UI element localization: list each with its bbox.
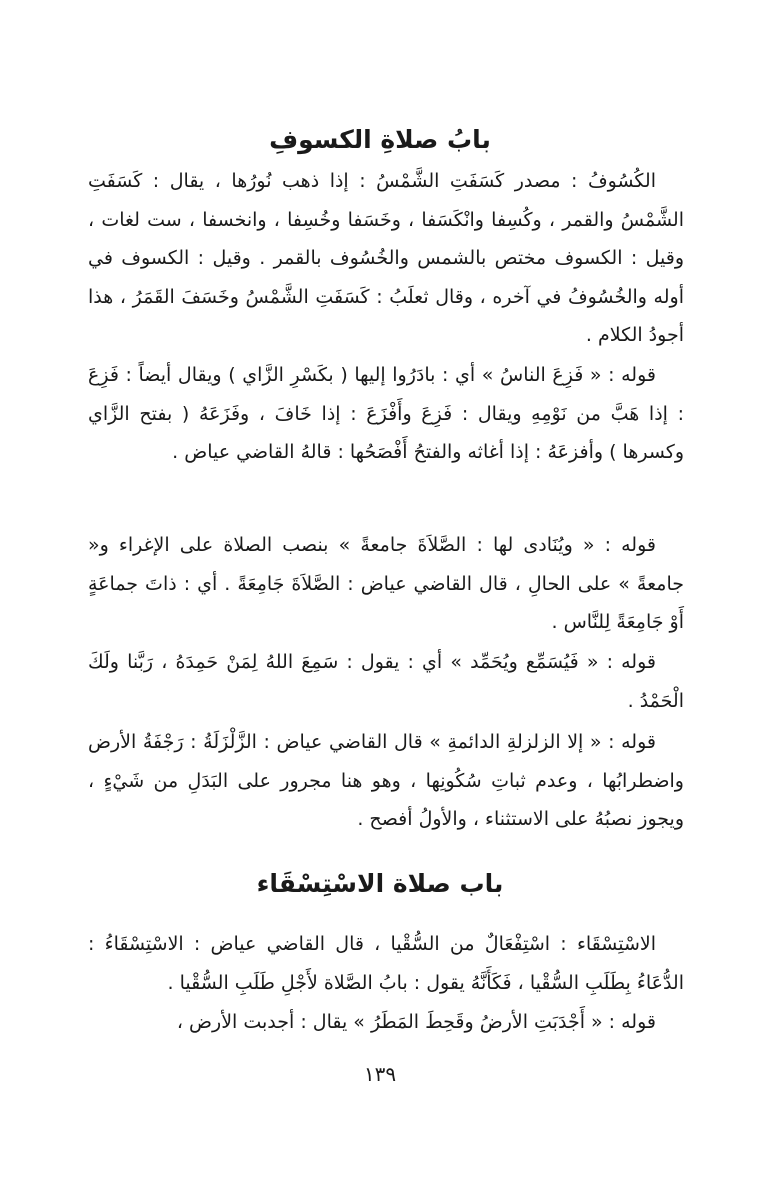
paragraph-eclipse-definition: الكُسُوفُ : مصدر كَسَفَتِ الشَّمْسُ : إذا ذهب نُورُها ، يقال : كَسَفَتِ الشَّمْسُ والقمر ، وكُسِفا وانْكَسَفا ، وخَسَفا وخُسِفا ، وانخسفا ، ست لغات ، وقيل : الكسوف مختص بالشمس والخُسُوف بالقمر . وقيل : الكسوف في أوله والخُسُوفُ في آخره ، وقال ثعلَبُ : كَسَفَتِ الشَّمْسُ وخَسَفَ القَمَرُ ، هذا أجودُ الكلام . <box>88 170 684 346</box>
paragraph-earthquake: قوله : « إلا الزلزلةِ الدائمةِ » قال القاضي عياض : الزَّلْزَلَةُ : رَجْفَةُ الأرض واضطرابُها ، وعدم ثباتِ سُكُونِها ، وهو هنا مجرور على البَدَلِ من شَيْءٍ ، ويجوز نصبُهُ على الاستثناء ، والأولُ أفصح . <box>88 731 684 830</box>
paragraph-people-frightened: قوله : « فَزِعَ الناسُ » أي : بادَرُوا إليها ( بكَسْرِ الزَّاي ) ويقال أيضاً : فَزِعَ : إذا هَبَّ من نَوْمِهِ ويقال : فَزِعَ وأَفْزَعَ : إذا خَافَ ، وفَزَعَهُ ( بفتح الزَّاي وكسرها ) وأفزعَهُ : إذا أغاثه والفتحُ أَفْصَحُها : قالهُ القاضي عياض . <box>88 364 684 463</box>
section-heading-rain-prayer: باب صلاة الاسْتِسْقَاء <box>256 869 504 898</box>
page-number: ١٣٩ <box>363 1062 397 1086</box>
section-heading-eclipse-prayer: بابُ صلاةِ الكسوفِ <box>269 125 491 154</box>
paragraph-istisqa-definition: الاسْتِسْقَاء : اسْتِفْعَالٌ من السُّقْيا ، قال القاضي عياض : الاسْتِسْقَاءُ : الدُّعَاءُ بِطَلَبِ السُّقْيا ، فَكَأَنَّهُ يقول : بابُ الصَّلاة لأَجْلِ طَلَبِ السُّقْيا . <box>88 933 684 994</box>
paragraph-prayer-call: قوله : « ويُنَادى لها : الصَّلاَةَ جامعةً » بنصب الصلاة على الإغراء و« جامعةً » على الحالِ ، قال القاضي عياض : الصَّلاَةَ جَامِعَةً . أي : ذاتَ جماعَةٍ أَوْ جَامِعَةً لِلنَّاس . <box>88 534 684 633</box>
paragraph-drought: قوله : « أَجْدَبَتِ الأرضُ وقَحِطَ المَطَرُ » يقال : أجدبت الأرض ، <box>176 1011 656 1033</box>
paragraph-tasmi-tahmid: قوله : « فَيُسَمِّع ويُحَمِّد » أي : يقول : سَمِعَ اللهُ لِمَنْ حَمِدَهُ ، رَبَّنا ولَكَ الْحَمْدُ . <box>88 651 684 712</box>
